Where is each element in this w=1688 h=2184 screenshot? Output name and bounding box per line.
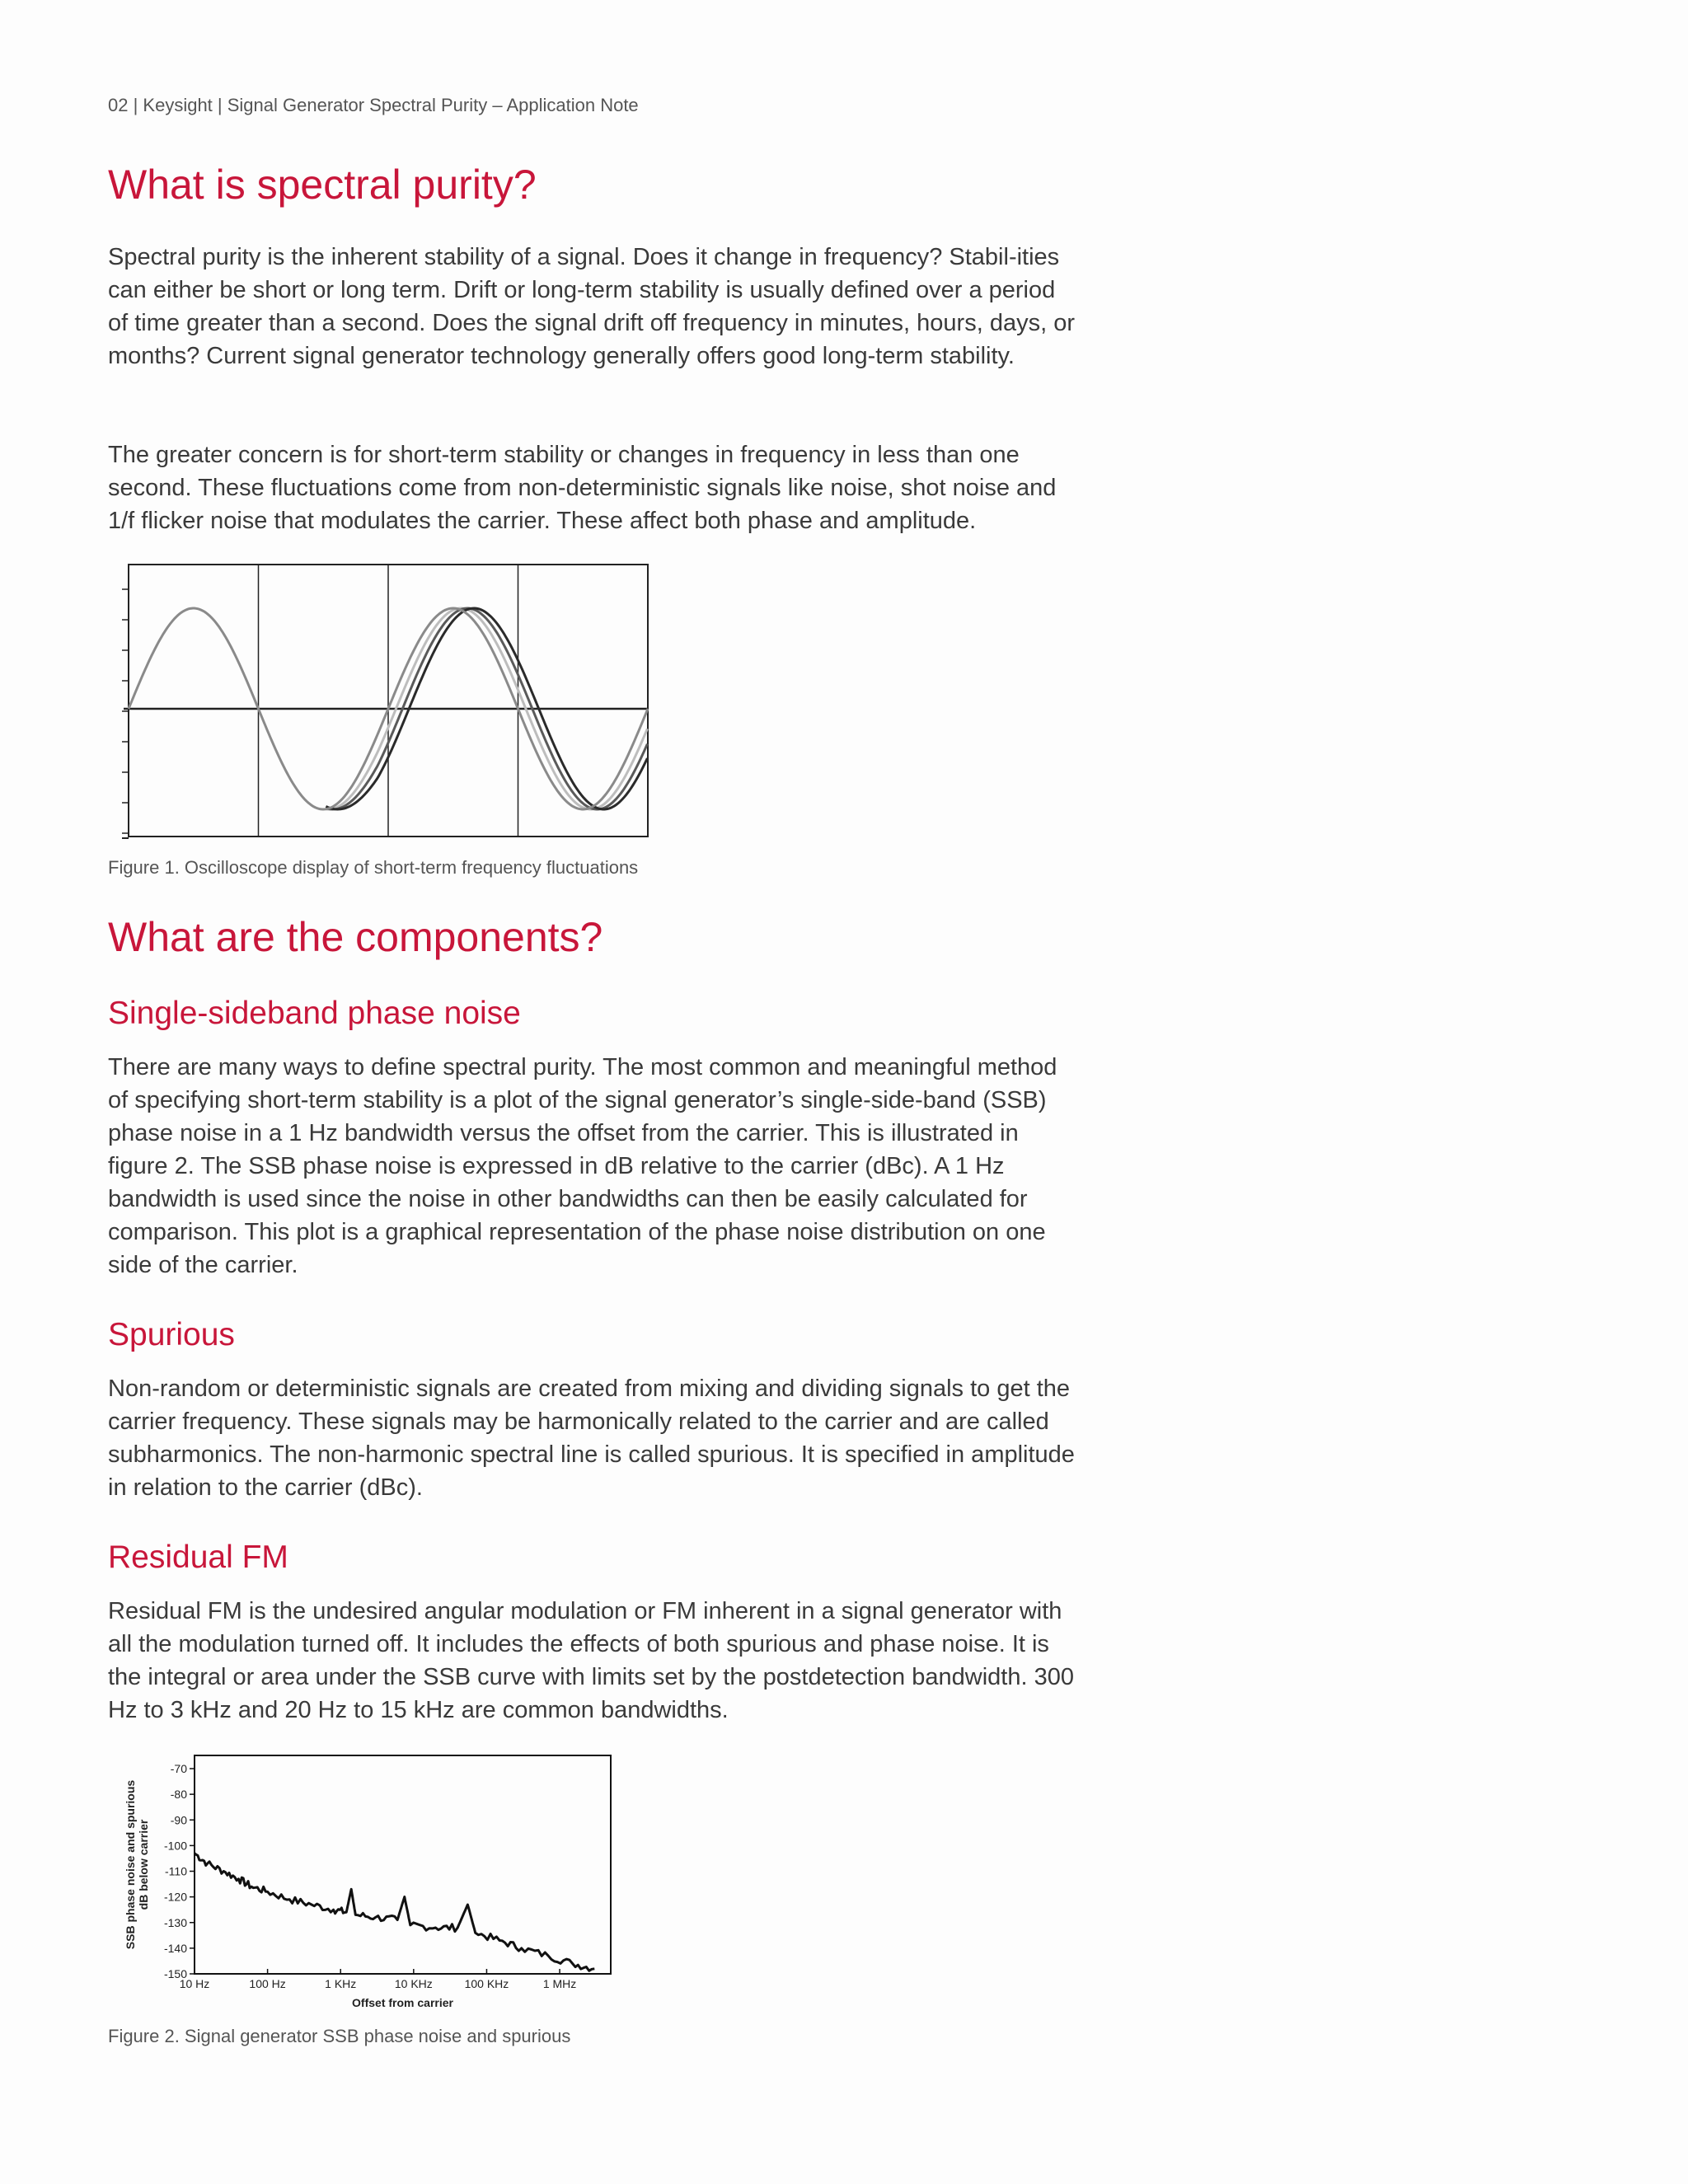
subsection-title-ssb: Single-sideband phase noise: [108, 996, 521, 1031]
plot-area: [195, 1755, 611, 1974]
plot-frame: [195, 1755, 611, 1974]
oscilloscope-left-ticks: [122, 589, 129, 838]
x-tick-label: 10 Hz: [179, 1977, 210, 1990]
y-tick-label: -110: [165, 1864, 187, 1878]
section-title-spectral-purity: What is spectral purity?: [108, 162, 537, 208]
section-title-components: What are the components?: [108, 914, 603, 960]
y-tick-label: -90: [170, 1813, 187, 1827]
y-axis-label-line: SSB phase noise and spurious: [124, 1779, 137, 1950]
x-axis-ticks: [180, 1969, 577, 1990]
figure-2-caption: Figure 2. Signal generator SSB phase noise and spurious: [108, 2026, 571, 2046]
y-tick-label: -80: [170, 1788, 187, 1802]
running-head: 02 | Keysight | Signal Generator Spectral Purity – Application Note: [108, 95, 639, 115]
subsection-title-spurious: Spurious: [108, 1317, 235, 1352]
y-tick-label: -100: [163, 1839, 187, 1853]
subsection-title-residual-fm: Residual FM: [108, 1540, 288, 1575]
paragraph-ssb: There are many ways to define spectral purity. The most common and meaningful method of specifying short-term stability is a plot of the signal generator’s single-side-band (SSB) phase noise in a 1 Hz bandwidth versus the offset from the carrier. This is illustrated in figure 2. The SSB phase noise is expressed in dB relative to the carrier (dBc). A 1 Hz bandwidth is used since the noise in other bandwidths can then be easily calculated for comparison. This plot is a graphical representation of the phase noise distribution on one side of the carrier.: [108, 1054, 1057, 1278]
ssb-phase-noise-chart: [116, 1747, 644, 2011]
paragraph-residual-fm: Residual FM is the undesired angular modulation or FM inherent in a signal generator with all the modulation turned off. It includes the effects of both spurious and phase noise. It is the integral or area under the SSB curve with limits set by the postdetection bandwidth. 300 Hz to 3 kHz and 20 Hz to 15 kHz are common bandwidths.: [108, 1598, 1074, 1723]
ssb-noise-curve: [195, 1854, 594, 1971]
oscilloscope-figure: [108, 560, 668, 849]
y-axis-ticks: [164, 1762, 195, 1980]
x-axis-label: Offset from carrier: [352, 1996, 453, 2009]
figure-1-caption: Figure 1. Oscilloscope display of short-term frequency fluctuations: [108, 857, 639, 878]
paragraph-spectral-purity-1: Spectral purity is the inherent stability of a signal. Does it change in frequency? Stabil-ities can either be short or long term. Drift or long-term stability is usually defined over a period of time greater than a second. Does the signal drift off frequency in minutes, hours, days, or months? Current signal generator technology generally offers good long-term stability.: [108, 244, 1075, 369]
x-tick-label: 1 MHz: [542, 1977, 577, 1990]
y-tick-label: -140: [163, 1941, 187, 1955]
y-tick-label: -130: [163, 1915, 187, 1929]
x-tick-label: 100 Hz: [249, 1977, 286, 1990]
x-tick-label: 1 KHz: [325, 1977, 357, 1990]
paragraph-spectral-purity-2: The greater concern is for short-term stability or changes in frequency in less than one second. These fluctuations come from non-deterministic signals like noise, shot noise and 1/f flicker noise that modulates the carrier. These affect both phase and amplitude.: [108, 442, 1057, 534]
paragraph-spurious: Non-random or deterministic signals are created from mixing and dividing signals to get the carrier frequency. These signals may be harmonically related to the carrier and are called subharmonics. The non-harmonic spectral line is called spurious. It is specified in amplitude in relation to the carrier (dBc).: [108, 1376, 1075, 1501]
y-axis-label-line: dB below carrier: [137, 1819, 150, 1910]
y-axis-label: [124, 1780, 150, 1950]
x-tick-label: 100 KHz: [464, 1977, 509, 1990]
y-tick-label: -150: [163, 1967, 187, 1980]
x-tick-label: 10 KHz: [394, 1977, 433, 1990]
y-tick-label: -70: [170, 1762, 187, 1775]
y-tick-label: -120: [163, 1890, 187, 1904]
